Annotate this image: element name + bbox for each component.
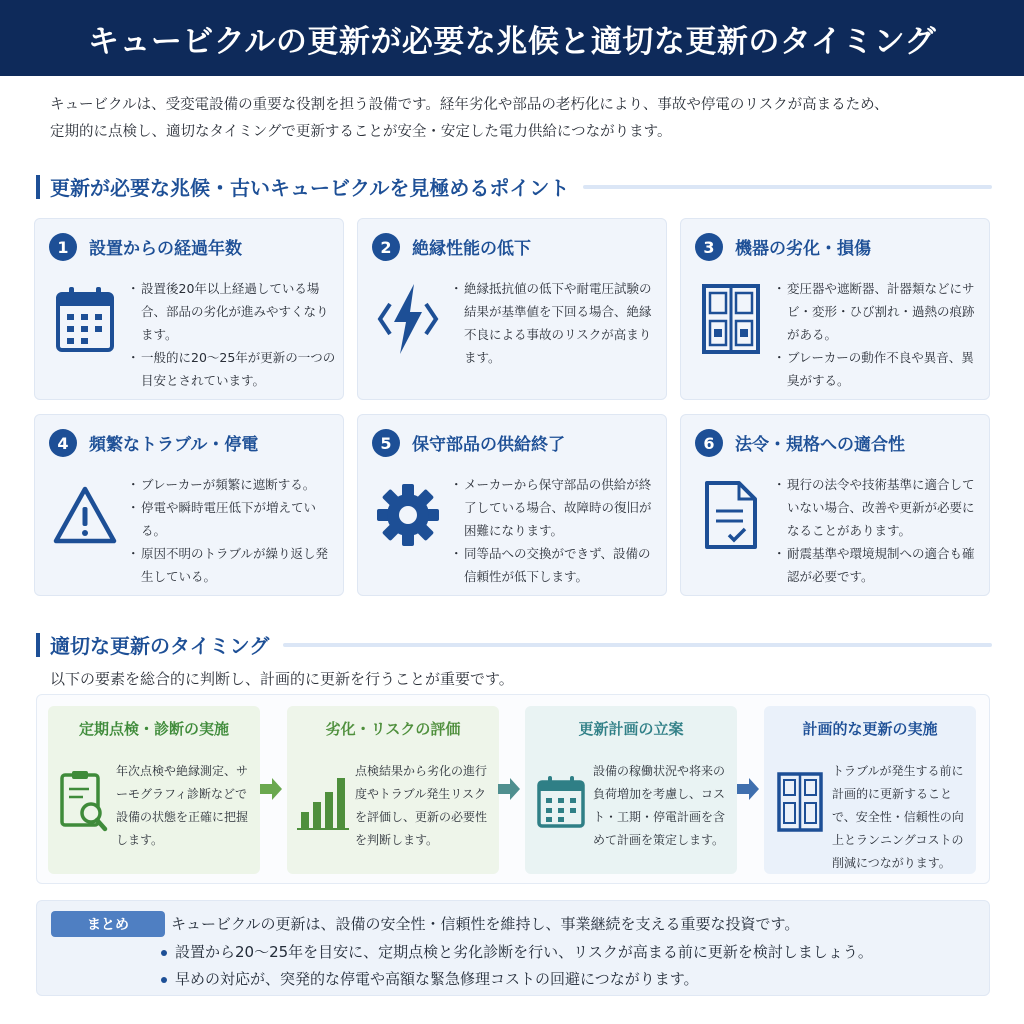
sign-card-1 bbox=[34, 218, 344, 400]
card-bullets bbox=[131, 473, 337, 588]
sign-card-5 bbox=[357, 414, 667, 596]
bullet-item: ・ 変圧器や遮断器、計器類などにサビ・変形・ひび割れ・過熱の痕跡がある。 bbox=[777, 277, 983, 346]
sign-card-3 bbox=[680, 218, 990, 400]
bullet-item: ・ 同等品への交換ができず、設備の信頼性が低下します。 bbox=[454, 542, 660, 588]
timing-section-heading bbox=[36, 630, 992, 659]
step-text: 点検結果から劣化の進行度やトラブル発生リスクを評価し、更新の必要性を判断します。 bbox=[355, 764, 488, 847]
clipboard-search-icon bbox=[58, 762, 110, 842]
step-title: 劣化・リスクの評価 bbox=[325, 720, 461, 738]
summary-box bbox=[36, 900, 990, 996]
sign-card-6 bbox=[680, 414, 990, 596]
sign-card-4 bbox=[34, 414, 344, 596]
arrow-right-icon bbox=[735, 776, 761, 802]
summary-badge: まとめ bbox=[51, 911, 165, 937]
warning-icon bbox=[51, 477, 119, 553]
section-title: 適切な更新のタイミング bbox=[50, 634, 270, 658]
card-number: 5 bbox=[372, 429, 400, 457]
intro-text bbox=[50, 92, 1000, 146]
calendar-icon bbox=[535, 762, 587, 842]
bullet-item: ・ 一般的に20〜25年が更新の一つの目安とされています。 bbox=[131, 346, 337, 392]
card-bullets bbox=[454, 473, 660, 588]
intro-line: 定期的に点検し、適切なタイミングで更新することが安全・安定した電力供給につながります。 bbox=[50, 124, 672, 140]
sign-card-2 bbox=[357, 218, 667, 400]
bullet-item: ・ ブレーカーが頻繁に遮断する。 bbox=[131, 473, 337, 496]
summary-main-text: キュービクルの更新は、設備の安全性・信頼性を維持し、事業継続を支える重要な投資です。 bbox=[171, 915, 800, 933]
timing-step-3 bbox=[525, 706, 737, 874]
intro-line: キュービクルは、受変電設備の重要な役割を担う設備です。経年劣化や部品の老朽化により、事故や停電のリスクが高まるため、 bbox=[50, 97, 889, 113]
step-text: 設備の稼働状況や将来の負荷増加を考慮し、コスト・工期・停電計画を含めて計画を策定します。 bbox=[593, 764, 726, 847]
card-title: 法令・規格への適合性 bbox=[735, 435, 905, 455]
arrow-right-icon bbox=[258, 776, 284, 802]
page-header bbox=[0, 0, 1024, 76]
bullet-item: ・ 設置後20年以上経過している場合、部品の劣化が進みやすくなります。 bbox=[131, 277, 337, 346]
section-title: 更新が必要な兆候・古いキュービクルを見極めるポイント bbox=[50, 176, 570, 200]
card-title: 機器の劣化・損傷 bbox=[735, 239, 871, 259]
timing-step-1 bbox=[48, 706, 260, 874]
card-title: 絶縁性能の低下 bbox=[412, 239, 531, 259]
document-check-icon bbox=[697, 477, 765, 553]
step-title: 更新計画の立案 bbox=[578, 720, 684, 738]
card-bullets bbox=[454, 277, 660, 369]
signs-section-heading bbox=[36, 172, 992, 201]
page-title: キュービクルの更新が必要な兆候と適切な更新のタイミング bbox=[87, 23, 937, 60]
card-title: 頻繁なトラブル・停電 bbox=[89, 435, 259, 455]
bullet-item: ・ 停電や瞬時電圧低下が増えている。 bbox=[131, 496, 337, 542]
card-number: 4 bbox=[49, 429, 77, 457]
timing-lead-text: 以下の要素を総合的に判断し、計画的に更新を行うことが重要です。 bbox=[50, 670, 514, 688]
bar-chart-icon bbox=[297, 762, 349, 842]
step-title: 定期点検・診断の実施 bbox=[78, 720, 229, 738]
card-title: 設置からの経過年数 bbox=[89, 239, 242, 259]
card-bullets bbox=[777, 277, 983, 392]
card-number: 2 bbox=[372, 233, 400, 261]
summary-bullet: 設置から20〜25年を目安に、定期点検と劣化診断を行い、リスクが高まる前に更新を検討しましょう。 bbox=[171, 939, 873, 966]
bullet-item: ・ 原因不明のトラブルが繰り返し発生している。 bbox=[131, 542, 337, 588]
summary-bullet: 早めの対応が、突発的な停電や高額な緊急修理コストの回避につながります。 bbox=[171, 966, 873, 993]
bullet-item: ・ 耐震基準や環境規制への適合も確認が必要です。 bbox=[777, 542, 983, 588]
bullet-item: ・ 絶縁抵抗値の低下や耐電圧試験の結果が基準値を下回る場合、絶縁不良による事故のリスクが高まります。 bbox=[454, 277, 660, 369]
cubicle-cabinet-icon bbox=[774, 762, 826, 842]
card-bullets bbox=[131, 277, 337, 392]
timing-step-4 bbox=[764, 706, 976, 874]
card-title: 保守部品の供給終了 bbox=[412, 435, 565, 455]
bullet-item: ・ ブレーカーの動作不良や異音、異臭がする。 bbox=[777, 346, 983, 392]
bullet-item: ・ メーカーから保守部品の供給が終了している場合、故障時の復旧が困難になります。 bbox=[454, 473, 660, 542]
step-text: 年次点検や絶縁測定、サーモグラフィ診断などで設備の状態を正確に把握します。 bbox=[116, 764, 249, 847]
card-number: 1 bbox=[49, 233, 77, 261]
cubicle-cabinet-icon bbox=[697, 281, 765, 357]
lightning-icon bbox=[374, 281, 442, 357]
card-number: 6 bbox=[695, 429, 723, 457]
timing-step-2 bbox=[287, 706, 499, 874]
card-bullets bbox=[777, 473, 983, 588]
summary-bullets bbox=[171, 939, 873, 993]
gear-icon bbox=[374, 477, 442, 553]
card-number: 3 bbox=[695, 233, 723, 261]
step-title: 計画的な更新の実施 bbox=[802, 720, 938, 738]
calendar-icon bbox=[51, 281, 119, 357]
step-text: トラブルが発生する前に計画的に更新することで、安全性・信頼性の向上とランニングコストの削減につながります。 bbox=[832, 764, 964, 870]
bullet-item: ・ 現行の法令や技術基準に適合していない場合、改善や更新が必要になることがあります。 bbox=[777, 473, 983, 542]
arrow-right-icon bbox=[496, 776, 522, 802]
